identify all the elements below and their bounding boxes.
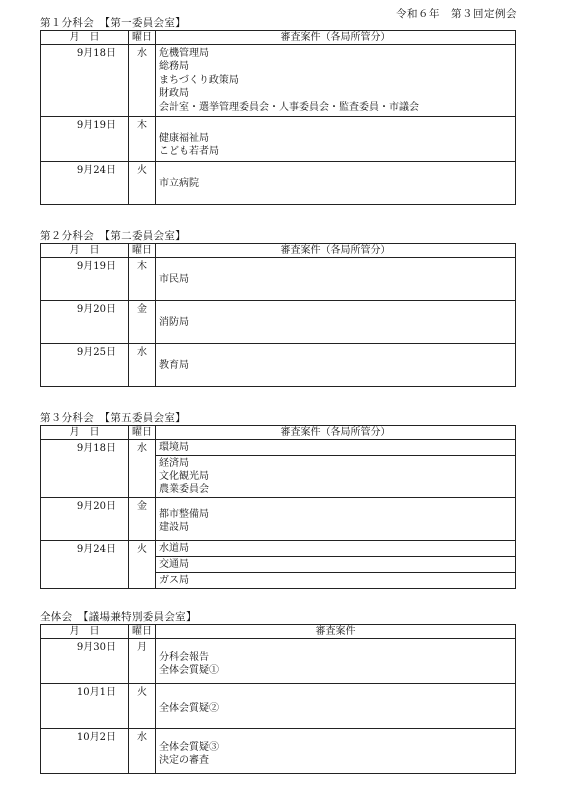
section-title: 第２分科会 【第二委員会室】 — [40, 230, 186, 242]
row-items — [156, 344, 516, 387]
table-row — [41, 729, 516, 774]
schedule-table — [40, 30, 516, 205]
row-day: 火 — [129, 541, 156, 589]
item: 総務局 — [159, 61, 189, 73]
row-items — [156, 541, 516, 557]
row-day: 木 — [129, 258, 156, 301]
row-items — [156, 729, 516, 774]
item: 消防局 — [159, 317, 189, 328]
table-row — [41, 541, 516, 557]
table-row — [41, 45, 516, 117]
row-day: 水 — [129, 729, 156, 774]
section-subcommittee-1 — [40, 16, 516, 205]
item: まちづくり政策局 — [159, 74, 239, 86]
table-header-row — [41, 625, 516, 639]
col-header-day: 曜日 — [129, 625, 156, 639]
row-items — [156, 639, 516, 684]
item: 交通局 — [159, 559, 189, 570]
row-date: 9月20日 — [41, 301, 129, 344]
item: 決定の審査 — [159, 755, 209, 767]
table-row — [41, 258, 516, 301]
item: こども若者局 — [159, 146, 219, 158]
row-items — [156, 117, 516, 162]
item: 農業委員会 — [159, 484, 209, 495]
col-header-items: 審査案件（各局所管分） — [156, 244, 516, 258]
col-header-day: 曜日 — [129, 244, 156, 258]
row-day: 水 — [129, 45, 156, 117]
item: 健康福祉局 — [159, 133, 209, 145]
schedule-table — [40, 624, 516, 774]
row-date: 9月30日 — [41, 639, 129, 684]
section-subcommittee-3 — [40, 411, 516, 589]
schedule-table — [40, 243, 516, 387]
col-header-items: 審査案件（各局所管分） — [156, 31, 516, 45]
row-items — [156, 258, 516, 301]
row-day: 水 — [129, 440, 156, 498]
col-header-items: 審査案件（各局所管分） — [156, 426, 516, 440]
col-header-date: 月 日 — [41, 426, 129, 440]
table-row — [41, 684, 516, 729]
row-items — [156, 456, 516, 498]
item: 危機管理局 — [159, 48, 209, 59]
item: 市立病院 — [159, 178, 199, 190]
row-date: 9月18日 — [41, 440, 129, 498]
row-day: 火 — [129, 684, 156, 729]
table-header-row — [41, 426, 516, 440]
item: 経済局 — [159, 458, 189, 469]
table-row — [41, 639, 516, 684]
row-date: 9月18日 — [41, 45, 129, 117]
item: 会計室・選挙管理委員会・人事委員会・監査委員・市議会 — [159, 101, 419, 113]
table-header-row — [41, 244, 516, 258]
row-date: 10月1日 — [41, 684, 129, 729]
item: 環境局 — [159, 442, 189, 453]
row-day: 月 — [129, 639, 156, 684]
row-date: 10月2日 — [41, 729, 129, 774]
item: 全体会質疑① — [159, 665, 219, 677]
item: 教育局 — [159, 360, 189, 371]
item: 財政局 — [159, 88, 189, 100]
section-plenary — [40, 610, 516, 774]
item: 分科会報告 — [159, 652, 209, 663]
col-header-items: 審査案件 — [156, 625, 516, 639]
row-date: 9月19日 — [41, 117, 129, 162]
item: 全体会質疑② — [159, 703, 219, 714]
table-row — [41, 162, 516, 205]
item: 建設局 — [159, 522, 189, 534]
schedule-table — [40, 425, 516, 589]
row-items — [156, 440, 516, 456]
col-header-date: 月 日 — [41, 31, 129, 45]
col-header-date: 月 日 — [41, 244, 129, 258]
row-items — [156, 498, 516, 541]
table-row — [41, 301, 516, 344]
item: 水道局 — [159, 543, 189, 554]
table-row — [41, 440, 516, 456]
item: 文化観光局 — [159, 471, 209, 482]
row-date: 9月19日 — [41, 258, 129, 301]
row-date: 9月25日 — [41, 344, 129, 387]
table-row — [41, 117, 516, 162]
row-date: 9月24日 — [41, 541, 129, 589]
row-date: 9月24日 — [41, 162, 129, 205]
section-title: 第３分科会 【第五委員会室】 — [40, 412, 186, 424]
row-items — [156, 557, 516, 573]
col-header-day: 曜日 — [129, 426, 156, 440]
table-header-row — [41, 31, 516, 45]
row-items — [156, 301, 516, 344]
item: 市民局 — [159, 274, 189, 285]
row-items — [156, 573, 516, 589]
row-items — [156, 684, 516, 729]
section-subcommittee-2 — [40, 229, 516, 387]
row-day: 木 — [129, 117, 156, 162]
item: 全体会質疑③ — [159, 742, 219, 753]
row-day: 水 — [129, 344, 156, 387]
item: 都市整備局 — [159, 509, 209, 520]
table-row — [41, 498, 516, 541]
row-items — [156, 45, 516, 117]
row-date: 9月20日 — [41, 498, 129, 541]
col-header-day: 曜日 — [129, 31, 156, 45]
row-day: 金 — [129, 301, 156, 344]
item: ガス局 — [159, 575, 189, 586]
row-day: 火 — [129, 162, 156, 205]
meeting-title: 令和６年 第３回定例会 — [396, 8, 517, 20]
section-title: 全体会 【議場兼特別委員会室】 — [40, 611, 197, 623]
row-day: 金 — [129, 498, 156, 541]
table-row — [41, 344, 516, 387]
section-title: 第１分科会 【第一委員会室】 — [40, 17, 186, 29]
col-header-date: 月 日 — [41, 625, 129, 639]
row-items — [156, 162, 516, 205]
